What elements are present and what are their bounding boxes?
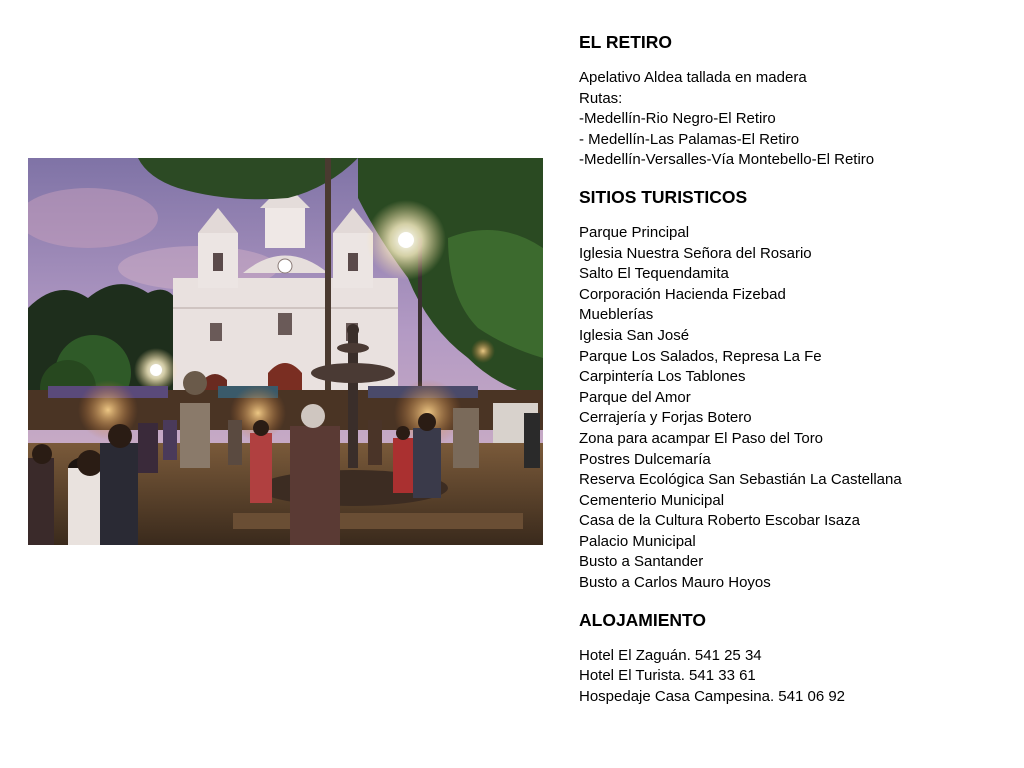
- sitios-title: SITIOS TURISTICOS: [579, 186, 748, 207]
- retiro-line: Rutas:: [579, 89, 623, 107]
- sitio-item: Zona para acampar El Paso del Toro: [579, 429, 824, 447]
- alojamiento-title: ALOJAMIENTO: [579, 609, 707, 630]
- sitio-item: Salto El Tequendamita: [579, 265, 729, 283]
- sitio-item: Casa de la Cultura Roberto Escobar Isaza: [579, 512, 860, 530]
- sitio-item: Iglesia San José: [579, 326, 690, 344]
- sitio-item: Postres Dulcemaría: [579, 450, 711, 468]
- sitio-item: Cementerio Municipal: [579, 491, 725, 509]
- retiro-line: -Medellín-Versalles-Vía Montebello-El Retiro: [579, 151, 875, 169]
- town-square-photo: [28, 158, 543, 545]
- sitio-item: Iglesia Nuestra Señora del Rosario: [579, 244, 812, 262]
- sitio-item: Corporación Hacienda Fizebad: [579, 285, 786, 303]
- retiro-line: Apelativo Aldea tallada en madera: [579, 69, 807, 86]
- retiro-section: [579, 31, 1009, 171]
- sitio-item: Reserva Ecológica San Sebastián La Castellana: [579, 471, 902, 489]
- alojamiento-item: Hotel El Turista. 541 33 61: [579, 667, 756, 685]
- sitio-item: Parque Principal: [579, 223, 690, 241]
- alojamiento-item: Hospedaje Casa Campesina. 541 06 92: [579, 687, 846, 705]
- retiro-line: - Medellín-Las Palamas-El Retiro: [579, 130, 800, 148]
- retiro-title: EL RETIRO: [579, 32, 673, 52]
- alojamiento-item: Hotel El Zaguán. 541 25 34: [579, 646, 762, 664]
- sitio-item: Cerrajería y Forjas Botero: [579, 409, 752, 427]
- retiro-lines: [579, 68, 1009, 171]
- sitio-item: Busto a Carlos Mauro Hoyos: [579, 574, 771, 592]
- retiro-line: -Medellín-Rio Negro-El Retiro: [579, 110, 776, 128]
- alojamiento-section: [579, 609, 1009, 708]
- sitio-item: Mueblerías: [579, 306, 654, 324]
- info-column: [579, 31, 1009, 707]
- sitios-list: [579, 223, 1009, 594]
- sitios-section: [579, 186, 1009, 594]
- sitio-item: Parque Los Salados, Represa La Fe: [579, 347, 822, 365]
- sitio-item: Parque del Amor: [579, 388, 691, 406]
- sitio-item: Busto a Santander: [579, 553, 704, 571]
- sitio-item: Carpintería Los Tablones: [579, 368, 746, 386]
- alojamiento-list: [579, 646, 1009, 708]
- sitio-item: Palacio Municipal: [579, 532, 696, 550]
